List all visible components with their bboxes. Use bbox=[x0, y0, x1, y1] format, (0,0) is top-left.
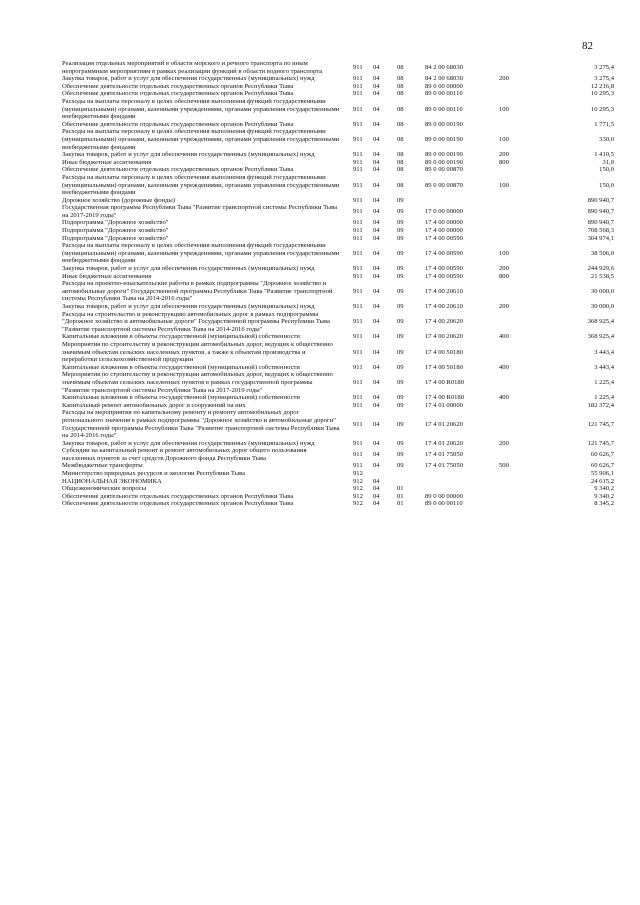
subsection-code: 09 bbox=[397, 394, 404, 402]
amount: 9 340,2 bbox=[594, 485, 614, 493]
target-article-code: 17 4 01 00000 bbox=[425, 401, 463, 409]
row-name: Государственная программа Республики Тыва "Развитие транспортной системы Республики Тыва на 2017-2019 годы" bbox=[62, 204, 338, 219]
row-name: Закупка товаров, работ и услуг для обеспечения государственных (муниципальных) нужд bbox=[62, 303, 315, 310]
amount: 9 340,2 bbox=[594, 492, 614, 500]
section-code: 04 bbox=[373, 105, 380, 113]
ministry-code: 912 bbox=[353, 477, 363, 485]
row-name: Закупка товаров, работ и услуг для обеспечения государственных (муниципальных) нужд bbox=[62, 151, 315, 159]
table-row bbox=[62, 242, 614, 265]
row-name: Расходы на выплаты персоналу в целях обеспечения выполнения функций государственными (муниципальными) органами, казенными учреждениями, органами управления государственными внебюджетными фондами bbox=[62, 173, 340, 197]
ministry-code: 912 bbox=[353, 470, 363, 478]
subsection-code: 08 bbox=[397, 151, 404, 159]
amount: 38 506,0 bbox=[590, 249, 614, 257]
target-article-code: 89 0 00 00870 bbox=[425, 166, 463, 174]
table-row bbox=[62, 341, 614, 364]
section-code: 04 bbox=[373, 439, 380, 447]
expense-type-code: 100 bbox=[499, 181, 509, 189]
target-article-code: 17 4 00 00590 bbox=[425, 249, 463, 257]
table-row bbox=[62, 151, 614, 159]
row-name: Обеспечение деятельности отдельных государственных органов Республики Тыва bbox=[62, 90, 294, 98]
table-row bbox=[62, 394, 614, 402]
section-code: 04 bbox=[373, 166, 380, 174]
row-name: Обеспечение деятельности отдельных государственных органов Республики Тыва bbox=[62, 500, 294, 508]
section-code: 04 bbox=[373, 82, 380, 90]
ministry-code: 911 bbox=[353, 272, 363, 280]
amount: 10 295,3 bbox=[590, 105, 614, 113]
table-row bbox=[62, 121, 614, 129]
row-name: Расходы на выплаты персоналу в целях обеспечения выполнения функций государственными (муниципальными) органами, казенными учреждениями, органами управления государственными внебюджетными фондами bbox=[62, 242, 340, 265]
subsection-code: 09 bbox=[397, 227, 404, 235]
target-article-code: 17 4 00 00000 bbox=[425, 227, 463, 235]
section-code: 04 bbox=[373, 401, 380, 409]
ministry-code: 911 bbox=[353, 265, 363, 273]
row-name: Расходы на строительство и реконструкцию автомобильных дорог в рамках подпрограммы "Дорожное хозяйство и автомобильные дороги" Государственной программы Республики Тыва "Развитие транспортной системы Республики Тыва на 2014-2016 годы" bbox=[62, 310, 330, 333]
subsection-code: 09 bbox=[397, 439, 404, 447]
section-code: 04 bbox=[373, 420, 380, 428]
target-article-code: 17 4 00 20610 bbox=[425, 303, 463, 310]
target-article-code: 89 0 00 00190 bbox=[425, 151, 463, 159]
amount: 3 275,4 bbox=[594, 63, 614, 71]
ministry-code: 911 bbox=[353, 196, 363, 204]
table-row bbox=[62, 303, 614, 311]
subsection-code: 09 bbox=[397, 378, 404, 386]
row-name: Расходы на выплаты персоналу в целях обеспечения выполнения функций государственными (муниципальными) органами, казенными учреждениями, органами управления государственными внебюджетными фондами bbox=[62, 97, 340, 121]
ministry-code: 911 bbox=[353, 227, 363, 235]
target-article-code: 89 0 00 00190 bbox=[425, 135, 463, 143]
subsection-code: 09 bbox=[397, 303, 404, 310]
expense-type-code: 200 bbox=[499, 151, 509, 159]
amount: 1 410,5 bbox=[594, 151, 614, 159]
row-name: Расходы на мероприятия по капитальному ремонту и ремонту автомобильных дорог регионального значения в рамках подпрограммы "Дорожное хозяйство и автомобильные дороги" Государственной программы Республики Тыва "Развитие транспортной системы Республики Тыва на 2014-2016 годы" bbox=[62, 409, 340, 440]
section-code: 04 bbox=[373, 181, 380, 189]
table-row bbox=[62, 128, 614, 151]
target-article-code: 17 4 00 00000 bbox=[425, 219, 463, 227]
amount: 890 940,7 bbox=[587, 219, 614, 227]
subsection-code: 01 bbox=[397, 492, 404, 500]
subsection-code: 09 bbox=[397, 420, 404, 428]
ministry-code: 911 bbox=[353, 378, 363, 386]
table-row bbox=[62, 159, 614, 167]
expense-type-code: 100 bbox=[499, 249, 509, 257]
amount: 31,0 bbox=[602, 158, 614, 166]
section-code: 04 bbox=[373, 492, 380, 500]
section-code: 04 bbox=[373, 272, 380, 280]
ministry-code: 912 bbox=[353, 500, 363, 508]
amount: 304 974,1 bbox=[587, 234, 614, 242]
ministry-code: 911 bbox=[353, 75, 363, 83]
budget-table bbox=[62, 60, 614, 508]
ministry-code: 912 bbox=[353, 492, 363, 500]
row-name: Капитальные вложения в объекты государственной (муниципальной) собственности bbox=[62, 363, 300, 371]
expense-type-code: 200 bbox=[499, 265, 509, 273]
amount: 1 771,5 bbox=[594, 120, 614, 128]
table-row bbox=[62, 75, 614, 83]
expense-type-code: 100 bbox=[499, 135, 509, 143]
expense-type-code: 800 bbox=[499, 158, 509, 166]
section-code: 04 bbox=[373, 318, 380, 326]
row-name: Капитальные вложения в объекты государственной (муниципальной) собственности bbox=[62, 333, 300, 341]
row-name: Подпрограмма "Дорожное хозяйство" bbox=[62, 227, 169, 235]
amount: 8 345,2 bbox=[594, 500, 614, 508]
section-code: 04 bbox=[373, 158, 380, 166]
amount: 3 443,4 bbox=[594, 363, 614, 371]
amount: 121 745,7 bbox=[587, 420, 614, 428]
amount: 30 000,0 bbox=[590, 287, 614, 295]
ministry-code: 911 bbox=[353, 451, 363, 459]
subsection-code: 08 bbox=[397, 105, 404, 113]
target-article-code: 89 0 00 00110 bbox=[425, 90, 463, 98]
amount: 182 372,4 bbox=[587, 401, 614, 409]
expense-type-code: 100 bbox=[499, 105, 509, 113]
section-code: 04 bbox=[373, 485, 380, 493]
subsection-code: 09 bbox=[397, 363, 404, 371]
amount: 368 925,4 bbox=[587, 333, 614, 341]
target-article-code: 17 4 00 20620 bbox=[425, 333, 463, 341]
table-row bbox=[62, 280, 614, 303]
ministry-code: 911 bbox=[353, 151, 363, 159]
target-article-code: 89 0 00 00110 bbox=[425, 500, 463, 508]
section-code: 04 bbox=[373, 219, 380, 227]
expense-type-code: 200 bbox=[499, 439, 509, 447]
amount: 244 929,6 bbox=[587, 265, 614, 273]
section-code: 04 bbox=[373, 227, 380, 235]
target-article-code: 17 4 00 00590 bbox=[425, 234, 463, 242]
table-row bbox=[62, 90, 614, 98]
ministry-code: 911 bbox=[353, 120, 363, 128]
amount: 150,0 bbox=[599, 166, 614, 174]
subsection-code: 08 bbox=[397, 181, 404, 189]
ministry-code: 911 bbox=[353, 462, 363, 470]
section-code: 04 bbox=[373, 135, 380, 143]
amount: 1 225,4 bbox=[594, 394, 614, 402]
ministry-code: 911 bbox=[353, 234, 363, 242]
target-article-code: 89 0 00 00000 bbox=[425, 82, 463, 90]
target-article-code: 17 4 01 75050 bbox=[425, 462, 463, 470]
amount: 24 615,2 bbox=[590, 477, 614, 485]
table-row bbox=[62, 470, 614, 478]
subsection-code: 08 bbox=[397, 158, 404, 166]
amount: 30 000,0 bbox=[590, 303, 614, 310]
amount: 368 925,4 bbox=[587, 318, 614, 326]
ministry-code: 911 bbox=[353, 287, 363, 295]
row-name: Закупка товаров, работ и услуг для обеспечения государственных (муниципальных) нужд bbox=[62, 75, 315, 83]
subsection-code: 09 bbox=[397, 318, 404, 326]
amount: 10 295,3 bbox=[590, 90, 614, 98]
subsection-code: 09 bbox=[397, 333, 404, 341]
subsection-code: 09 bbox=[397, 451, 404, 459]
subsection-code: 08 bbox=[397, 90, 404, 98]
target-article-code: 17 4 01 20620 bbox=[425, 439, 463, 447]
table-row bbox=[62, 197, 614, 205]
amount: 1 225,4 bbox=[594, 378, 614, 386]
ministry-code: 911 bbox=[353, 318, 363, 326]
table-row bbox=[62, 500, 614, 508]
table-row bbox=[62, 174, 614, 197]
target-article-code: 89 0 00 00870 bbox=[425, 181, 463, 189]
section-code: 04 bbox=[373, 451, 380, 459]
ministry-code: 911 bbox=[353, 348, 363, 356]
section-code: 04 bbox=[373, 196, 380, 204]
section-code: 04 bbox=[373, 249, 380, 257]
subsection-code: 08 bbox=[397, 166, 404, 174]
target-article-code: 17 4 00 R0180 bbox=[425, 394, 465, 402]
row-name: Иные бюджетные ассигнования bbox=[62, 272, 152, 280]
table-row bbox=[62, 98, 614, 121]
subsection-code: 01 bbox=[397, 500, 404, 508]
section-code: 04 bbox=[373, 378, 380, 386]
expense-type-code: 400 bbox=[499, 394, 509, 402]
table-row bbox=[62, 227, 614, 235]
ministry-code: 911 bbox=[353, 181, 363, 189]
section-code: 04 bbox=[373, 462, 380, 470]
target-article-code: 17 4 00 50180 bbox=[425, 348, 463, 356]
section-code: 04 bbox=[373, 348, 380, 356]
table-row bbox=[62, 273, 614, 281]
table-row bbox=[62, 402, 614, 410]
row-name: Иные бюджетные ассигнования bbox=[62, 158, 152, 166]
target-article-code: 17 4 01 20620 bbox=[425, 420, 463, 428]
subsection-code: 09 bbox=[397, 208, 404, 216]
table-row bbox=[62, 235, 614, 243]
ministry-code: 911 bbox=[353, 219, 363, 227]
subsection-code: 08 bbox=[397, 120, 404, 128]
section-code: 04 bbox=[373, 394, 380, 402]
section-code: 04 bbox=[373, 287, 380, 295]
subsection-code: 08 bbox=[397, 75, 404, 83]
amount: 55 906,1 bbox=[590, 470, 614, 478]
expense-type-code: 500 bbox=[499, 462, 509, 470]
ministry-code: 911 bbox=[353, 135, 363, 143]
row-name: Обеспечение деятельности отдельных государственных органов Республики Тыва bbox=[62, 120, 294, 128]
ministry-code: 912 bbox=[353, 485, 363, 493]
ministry-code: 911 bbox=[353, 401, 363, 409]
target-article-code: 89 0 00 00110 bbox=[425, 105, 463, 113]
subsection-code: 01 bbox=[397, 485, 404, 493]
table-row bbox=[62, 371, 614, 394]
target-article-code: 17 4 00 00590 bbox=[425, 265, 463, 273]
table-row bbox=[62, 462, 614, 470]
row-name: Закупка товаров, работ и услуг для обеспечения государственных (муниципальных) нужд bbox=[62, 265, 315, 273]
ministry-code: 911 bbox=[353, 249, 363, 257]
row-name: Капитальные вложения в объекты государственной (муниципальной) собственности bbox=[62, 394, 300, 402]
section-code: 04 bbox=[373, 90, 380, 98]
ministry-code: 911 bbox=[353, 166, 363, 174]
ministry-code: 911 bbox=[353, 420, 363, 428]
amount: 3 443,4 bbox=[594, 348, 614, 356]
row-name: Реализация отдельных мероприятий в области морского и речного транспорта по иным непрограммным мероприятиям в рамках реализации функций в области водного транспорта bbox=[62, 60, 323, 75]
row-name: Обеспечение деятельности отдельных государственных органов Республики Тыва bbox=[62, 82, 294, 90]
expense-type-code: 400 bbox=[499, 333, 509, 341]
section-code: 04 bbox=[373, 477, 380, 485]
ministry-code: 911 bbox=[353, 394, 363, 402]
table-row bbox=[62, 485, 614, 493]
table-row bbox=[62, 219, 614, 227]
amount: 21 538,5 bbox=[590, 272, 614, 280]
table-row bbox=[62, 60, 614, 75]
amount: 121 745,7 bbox=[587, 439, 614, 447]
amount: 890 940,7 bbox=[587, 196, 614, 204]
row-name: НАЦИОНАЛЬНАЯ ЭКОНОМИКА bbox=[62, 477, 162, 485]
section-code: 04 bbox=[373, 120, 380, 128]
ministry-code: 911 bbox=[353, 158, 363, 166]
section-code: 04 bbox=[373, 265, 380, 273]
target-article-code: 17 4 00 50180 bbox=[425, 363, 463, 371]
row-name: Министерство природных ресурсов и экологии Республики Тыва bbox=[62, 470, 246, 478]
row-name: Расходы на проектно-изыскательские работы в рамках подпрограммы "Дорожное хозяйство и автомобильные дороги" Государственной программы Республики Тыва "Развитие транспортной системы Республики Тыва на 2014-2016 годы" bbox=[62, 280, 333, 303]
row-name: Расходы на выплаты персоналу в целях обеспечения выполнения функций государственными (муниципальными) органами, казенными учреждениями, органами управления государственными внебюджетными фондами bbox=[62, 128, 340, 151]
target-article-code: 89 0 00 00190 bbox=[425, 158, 463, 166]
table-row bbox=[62, 265, 614, 273]
subsection-code: 09 bbox=[397, 462, 404, 470]
target-article-code: 17 4 01 75050 bbox=[425, 451, 463, 459]
subsection-code: 09 bbox=[397, 234, 404, 242]
row-name: Обеспечение деятельности отдельных государственных органов Республики Тыва bbox=[62, 166, 294, 174]
expense-type-code: 200 bbox=[499, 75, 509, 83]
section-code: 04 bbox=[373, 208, 380, 216]
ministry-code: 911 bbox=[353, 303, 363, 310]
amount: 3 275,4 bbox=[594, 75, 614, 83]
target-article-code: 17 4 00 00590 bbox=[425, 272, 463, 280]
target-article-code: 89 0 00 00000 bbox=[425, 492, 463, 500]
subsection-code: 09 bbox=[397, 401, 404, 409]
section-code: 04 bbox=[373, 234, 380, 242]
ministry-code: 911 bbox=[353, 63, 363, 71]
amount: 150,0 bbox=[599, 181, 614, 189]
expense-type-code: 800 bbox=[499, 272, 509, 280]
section-code: 04 bbox=[373, 151, 380, 159]
table-row bbox=[62, 83, 614, 91]
expense-type-code: 400 bbox=[499, 363, 509, 371]
ministry-code: 911 bbox=[353, 90, 363, 98]
target-article-code: 84 2 00 68030 bbox=[425, 75, 463, 83]
row-name: Мероприятия по строительству и реконструкции автомобильных дорог, ведущих к общественно значимым объектам сельских населенных пунктов, а также к объектам производства и переработки сельскохозяйственной продукции bbox=[62, 340, 333, 364]
table-row bbox=[62, 333, 614, 341]
subsection-code: 08 bbox=[397, 82, 404, 90]
section-code: 04 bbox=[373, 500, 380, 508]
target-article-code: 84 2 00 68030 bbox=[425, 63, 463, 71]
row-name: Подпрограмма "Дорожное хозяйство" bbox=[62, 234, 169, 242]
target-article-code: 17 4 00 20620 bbox=[425, 318, 463, 326]
amount: 708 568,3 bbox=[587, 227, 614, 235]
expense-type-code: 200 bbox=[499, 303, 509, 310]
table-row bbox=[62, 478, 614, 486]
table-row bbox=[62, 440, 614, 448]
target-article-code: 17 4 00 20610 bbox=[425, 287, 463, 295]
row-name: Субсидии на капитальный ремонт и ремонт автомобильных дорог общего пользования населенных пунктов за счет средств Дорожного фонда Республики Тыва bbox=[62, 447, 307, 462]
table-row bbox=[62, 364, 614, 372]
subsection-code: 09 bbox=[397, 287, 404, 295]
ministry-code: 911 bbox=[353, 333, 363, 341]
ministry-code: 911 bbox=[353, 439, 363, 447]
table-row bbox=[62, 204, 614, 219]
amount: 12 216,8 bbox=[590, 82, 614, 90]
ministry-code: 911 bbox=[353, 105, 363, 113]
row-name: Капитальный ремонт автомобильных дорог и сооружений на них bbox=[62, 401, 246, 409]
table-row bbox=[62, 166, 614, 174]
table-row bbox=[62, 409, 614, 439]
section-code: 04 bbox=[373, 363, 380, 371]
subsection-code: 08 bbox=[397, 63, 404, 71]
amount: 330,0 bbox=[599, 135, 614, 143]
ministry-code: 911 bbox=[353, 82, 363, 90]
subsection-code: 09 bbox=[397, 348, 404, 356]
row-name: Межбюджетные трансферты bbox=[62, 462, 143, 470]
section-code: 04 bbox=[373, 303, 380, 310]
table-row bbox=[62, 493, 614, 501]
row-name: Подпрограмма "Дорожное хозяйство" bbox=[62, 219, 169, 227]
subsection-code: 08 bbox=[397, 135, 404, 143]
row-name: Закупка товаров, работ и услуг для обеспечения государственных (муниципальных) нужд bbox=[62, 439, 315, 447]
subsection-code: 09 bbox=[397, 219, 404, 227]
section-code: 04 bbox=[373, 333, 380, 341]
subsection-code: 09 bbox=[397, 272, 404, 280]
section-code: 04 bbox=[373, 63, 380, 71]
page-number: 82 bbox=[582, 40, 593, 52]
row-name: Мероприятия по строительству и реконструкции автомобильных дорог, ведущих к общественно значимым объектам сельских населенных пунктов в рамках государственной программы "Развитие транспортной системы Республики Тыва на 2017-2019 годы" bbox=[62, 371, 333, 394]
table-row bbox=[62, 447, 614, 462]
ministry-code: 911 bbox=[353, 208, 363, 216]
amount: 60 626,7 bbox=[590, 462, 614, 470]
amount: 890 940,7 bbox=[587, 208, 614, 216]
row-name: Общеэкономические вопросы bbox=[62, 485, 147, 493]
subsection-code: 09 bbox=[397, 196, 404, 204]
subsection-code: 09 bbox=[397, 265, 404, 273]
subsection-code: 09 bbox=[397, 249, 404, 257]
target-article-code: 17 0 00 00000 bbox=[425, 208, 463, 216]
row-name: Дорожное хозяйство (дорожные фонды) bbox=[62, 196, 176, 204]
target-article-code: 17 4 00 R0180 bbox=[425, 378, 465, 386]
amount: 60 626,7 bbox=[590, 451, 614, 459]
section-code: 04 bbox=[373, 75, 380, 83]
ministry-code: 911 bbox=[353, 363, 363, 371]
row-name: Обеспечение деятельности отдельных государственных органов Республики Тыва bbox=[62, 492, 294, 500]
target-article-code: 89 0 00 00190 bbox=[425, 120, 463, 128]
table-row bbox=[62, 311, 614, 334]
